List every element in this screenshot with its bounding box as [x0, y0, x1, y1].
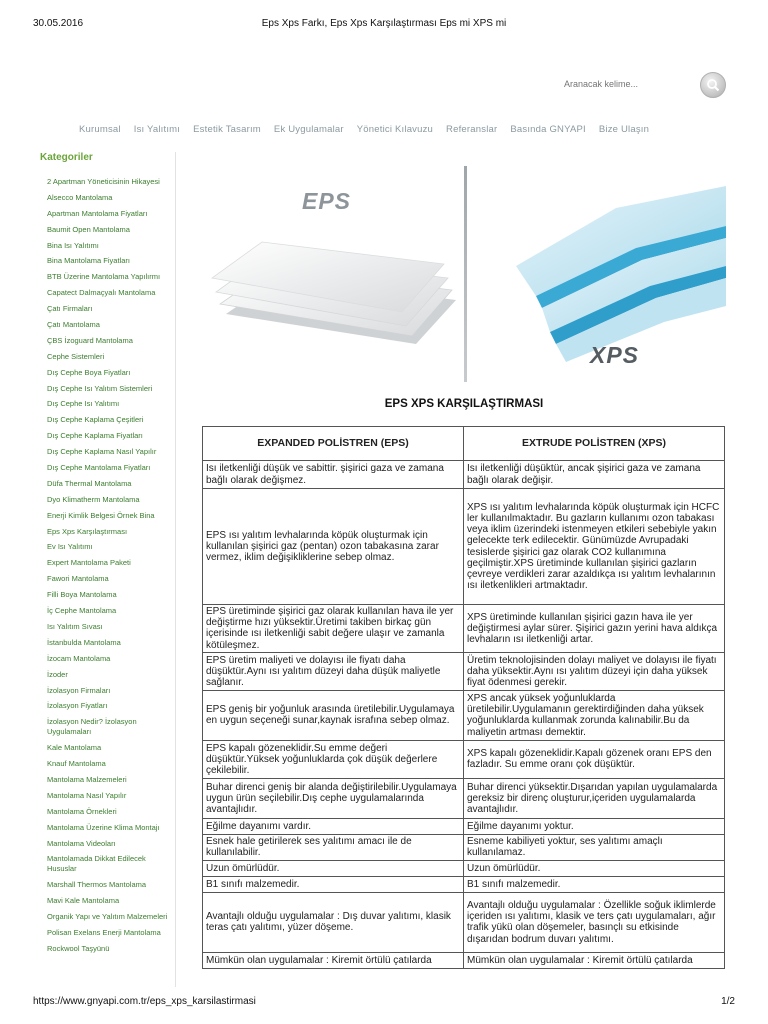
- sidebar-item[interactable]: Filli Boya Mantolama: [47, 590, 117, 600]
- search-input[interactable]: [556, 74, 696, 94]
- table-row: [203, 892, 725, 952]
- cell-xps: Isı iletkenliği düşüktür, ancak şişirici gaza ve zamana bağlı olarak değişir.: [464, 461, 725, 489]
- table-row: [203, 818, 725, 834]
- cell-eps: Esnek hale getirilerek ses yalıtımı amacı ile de kullanılabilir.: [203, 834, 464, 860]
- cell-eps: Avantajlı olduğu uygulamalar : Dış duvar yalıtımı, klasik teras çatı yalıtımı, yüzer döşeme.: [203, 892, 464, 952]
- hero-image: [206, 166, 726, 382]
- sidebar-item[interactable]: Polisan Exelans Enerji Mantolama: [47, 927, 161, 937]
- cell-xps: Buhar direnci yüksektir.Dışarıdan yapılan uygulamalarda gereksiz bir direnç oluşturur,içeriden uygulamalarda avantajlıdır.: [464, 778, 725, 818]
- sidebar-item[interactable]: İzolasyon Firmaları: [47, 685, 111, 695]
- sidebar-list: [36, 177, 175, 954]
- sidebar-item[interactable]: Fawori Mantolama: [47, 574, 109, 584]
- nav-item-estetik-tasarim[interactable]: Estetik Tasarım: [193, 124, 261, 135]
- cell-xps: Üretim teknolojisinden dolayı maliyet ve dolayısı ile fiyatı daha yüksektir.Aynı ısı yalıtım düzeyi için daha yüksek fiyat ödenmesi gerekir.: [464, 652, 725, 690]
- cell-eps: EPS kapalı gözeneklidir.Su emme değeri düşüktür.Yüksek yoğunluklarda çok düşük değerlere çekilebilir.: [203, 740, 464, 778]
- print-date: 30.05.2016: [33, 18, 84, 29]
- cell-xps: XPS kapalı gözeneklidir.Kapalı gözenek oranı EPS den fazladır. Su emme oranı çok düşüktür.: [464, 740, 725, 778]
- sidebar-item[interactable]: İzolasyon Fiyatları: [47, 701, 108, 711]
- table-header-row: [203, 427, 725, 461]
- cell-xps: XPS ancak yüksek yoğunluklarda üretilebilir.Uygulamanın gerektirdiğinden daha yüksek yoğunluklarda kullanmak zorunda kalınabilir.Bu da maliyetin artması demektir.: [464, 690, 725, 740]
- table-row: [203, 652, 725, 690]
- sidebar-item[interactable]: Capatect Dalmaçyalı Mantolama: [47, 288, 156, 298]
- nav-item-ek-uygulamalar[interactable]: Ek Uygulamalar: [273, 124, 344, 135]
- eps-label: EPS: [302, 188, 352, 214]
- print-header: [33, 18, 735, 32]
- header-eps: EXPANDED POLİSTREN (EPS): [203, 427, 464, 461]
- sidebar-item[interactable]: Dış Cephe Boya Fiyatları: [47, 367, 131, 377]
- sidebar-item[interactable]: Dış Cephe Mantolama Fiyatları: [47, 463, 151, 473]
- nav-item-yonetici-kilavuzu[interactable]: Yönetici Kılavuzu: [356, 124, 434, 135]
- cell-eps: B1 sınıfı malzemedir.: [203, 876, 464, 892]
- table-row: [203, 690, 725, 740]
- sidebar-item[interactable]: 2 Apartman Yöneticisinin Hikayesi: [47, 177, 160, 186]
- table-body: [203, 461, 725, 969]
- cell-eps: Buhar direnci geniş bir alanda değiştirilebilir.Uygulamaya uygun ürün seçilebilir.Dış cephe uygulamalarında avantajlıdır.: [203, 778, 464, 818]
- sidebar-item[interactable]: Organik Yapı ve Yalıtım Malzemeleri: [47, 912, 168, 922]
- sidebar-item[interactable]: Marshall Thermos Mantolama: [47, 880, 147, 890]
- table-row: [203, 489, 725, 605]
- sidebar-item[interactable]: Apartman Mantolama Fiyatları: [47, 208, 148, 218]
- table-row: [203, 876, 725, 892]
- nav-item-bize-ulasin[interactable]: Bize Ulaşın: [598, 124, 650, 135]
- table-row: [203, 834, 725, 860]
- nav-item-isi-yalitimi[interactable]: Isı Yalıtımı: [133, 124, 181, 135]
- search-button[interactable]: [700, 72, 726, 98]
- print-page-number: 1/2: [721, 996, 735, 1007]
- sidebar-item[interactable]: ÇBS İzoguard Mantolama: [47, 335, 133, 345]
- print-url: https://www.gnyapi.com.tr/eps_xps_karsilastirmasi: [33, 996, 256, 1007]
- table-row: [203, 740, 725, 778]
- sidebar-item[interactable]: Dış Cephe Isı Yalıtımı: [47, 399, 120, 409]
- sidebar-item[interactable]: Rockwool Taşyünü: [47, 943, 110, 953]
- sidebar-item[interactable]: İç Cephe Mantolama: [47, 606, 117, 616]
- comparison-table: [202, 426, 725, 969]
- sidebar-item[interactable]: Mantolamada Dikkat Edilecek Hususlar: [47, 854, 146, 874]
- sidebar-item[interactable]: Dış Cephe Kaplama Fiyatları: [47, 431, 143, 441]
- cell-xps: XPS üretiminde kullanılan şişirici gazın hava ile yer değiştirmesi aylar sürer. Şişirici gazın yerini hava aldıkça levhaların ısı iletkenliği artar.: [464, 605, 725, 653]
- sidebar-item[interactable]: Mavi Kale Mantolama: [47, 896, 120, 906]
- search-icon: [706, 78, 720, 92]
- nav-item-basinda-gnyapi[interactable]: Basında GNYAPI: [510, 124, 586, 135]
- table-row: [203, 778, 725, 818]
- sidebar-item[interactable]: Bina Mantolama Fiyatları: [47, 256, 130, 266]
- sidebar-item[interactable]: Expert Mantolama Paketi: [47, 558, 131, 568]
- cell-xps: Eğilme dayanımı yoktur.: [464, 818, 725, 834]
- cell-eps: EPS ısı yalıtım levhalarında köpük oluşturmak için kullanılan şişirici gaz (pentan) ozon tabakasına zarar vermez, iklim değişikliklerine sebep olmaz.: [203, 489, 464, 605]
- sidebar-item[interactable]: Dyo Klimatherm Mantolama: [47, 494, 140, 504]
- sidebar-item[interactable]: Dış Cephe Kaplama Çeşitleri: [47, 415, 144, 425]
- cell-xps: B1 sınıfı malzemedir.: [464, 876, 725, 892]
- table-row: [203, 605, 725, 653]
- cell-xps: Mümkün olan uygulamalar : Kiremit örtülü çatılarda: [464, 952, 725, 968]
- sidebar-item[interactable]: İstanbulda Mantolama: [47, 637, 121, 647]
- cell-xps: Avantajlı olduğu uygulamalar : Özellikle soğuk iklimlerde içeriden ısı yalıtımı, klasik ve ters çatı uygulamaları, ağır trafik yükü olan döşemeler, basınçlı su etkisinde dışarıdan bodrum duvarı yalıtımı.: [464, 892, 725, 952]
- cell-eps: Isı iletkenliği düşük ve sabittir. şişirici gaza ve zamana bağlı olarak değişmez.: [203, 461, 464, 489]
- sidebar: [36, 152, 176, 987]
- sidebar-item[interactable]: Bina Isı Yalıtımı: [47, 240, 99, 250]
- cell-eps: Eğilme dayanımı vardır.: [203, 818, 464, 834]
- table-row: [203, 952, 725, 968]
- cell-eps: EPS üretim maliyeti ve dolayısı ile fiyatı daha düşüktür.Aynı ısı yalıtım düzeyi daha düşük maliyetle sağlanır.: [203, 652, 464, 690]
- xps-label: XPS: [590, 342, 640, 368]
- sidebar-item[interactable]: Mantolama Videoları: [47, 838, 116, 848]
- sidebar-item[interactable]: Mantolama Örnekleri: [47, 806, 117, 816]
- sidebar-item[interactable]: İzocam Mantolama: [47, 653, 111, 663]
- sidebar-item[interactable]: Ev Isı Yalıtımı: [47, 542, 93, 552]
- cell-eps: Mümkün olan uygulamalar : Kiremit örtülü çatılarda: [203, 952, 464, 968]
- sidebar-item[interactable]: Dış Cephe Isı Yalıtım Sistemleri: [47, 383, 153, 393]
- sidebar-item[interactable]: Çatı Mantolama: [47, 320, 100, 330]
- sidebar-item[interactable]: Mantolama Üzerine Klima Montajı: [47, 822, 160, 832]
- sidebar-item[interactable]: Eps Xps Karşılaştırması: [47, 526, 128, 536]
- sidebar-item[interactable]: Isı Yalıtım Sıvası: [47, 621, 103, 631]
- sidebar-item[interactable]: BTB Üzerine Mantolama Yapılırmı: [47, 272, 161, 282]
- sidebar-item[interactable]: İzolasyon Nedir? İzolasyon Uygulamaları: [47, 717, 137, 737]
- cell-eps: EPS geniş bir yoğunluk arasında üretilebilir.Uygulamaya en uygun seçeneği sunar,kaynak israfına sebep olmaz.: [203, 690, 464, 740]
- sidebar-item[interactable]: Alsecco Mantolama: [47, 192, 113, 202]
- sidebar-item[interactable]: Çatı Firmaları: [47, 304, 93, 314]
- sidebar-item[interactable]: Baumit Open Mantolama: [47, 224, 130, 234]
- sidebar-item[interactable]: Enerji Kimlik Belgesi Örnek Bina: [47, 510, 155, 520]
- header-xps: EXTRUDE POLİSTREN (XPS): [464, 427, 725, 461]
- main-nav: [79, 124, 662, 135]
- cell-xps: XPS ısı yalıtım levhalarında köpük oluşturmak için HCFC ler kullanılmaktadır. Bu gazların kullanımı ozon tabakası veya iklim üzerindeki istenmeyen etkileri sebebiyle yakın gelecekte terk edilecektir. Günümüzde Avrupadaki tesislerde şişirici gaz olarak CO2 kullanımına geçilmiştir.XPS üretiminde kullanılan şişirici gazların çevreye verdikleri zarar azaldıkça ısı yalıtım levhalarının ısı iletkenlikleri artmaktadır.: [464, 489, 725, 605]
- sidebar-title: Kategoriler: [40, 152, 93, 163]
- table-row: [203, 461, 725, 489]
- cell-eps: EPS üretiminde şişirici gaz olarak kullanılan hava ile yer değiştirme hızı yüksektir.Üretimi takiben birkaç gün içerisinde ısı iletkenliği sabit değere ulaşır ve zamanla kötüleşmez.: [203, 605, 464, 653]
- search-box: [556, 72, 732, 100]
- sidebar-item[interactable]: Dış Cephe Kaplama Nasıl Yapılır: [47, 447, 157, 457]
- nav-item-kurumsal[interactable]: Kurumsal: [79, 124, 121, 135]
- sidebar-item[interactable]: İzoder: [47, 669, 68, 679]
- cell-eps: Uzun ömürlüdür.: [203, 860, 464, 876]
- sidebar-item[interactable]: Düfa Thermal Mantolama: [47, 478, 132, 488]
- page-heading: EPS XPS KARŞILAŞTIRMASI: [384, 398, 544, 410]
- nav-item-referanslar[interactable]: Referanslar: [446, 124, 498, 135]
- sidebar-item[interactable]: Mantolama Nasıl Yapılır: [47, 790, 127, 800]
- sidebar-item[interactable]: Knauf Mantolama: [47, 759, 106, 769]
- print-title: Eps Xps Farkı, Eps Xps Karşılaştırması Eps mi XPS mi: [261, 18, 507, 29]
- table-row: [203, 860, 725, 876]
- cell-xps: Esneme kabiliyeti yoktur, ses yalıtımı amaçlı kullanılamaz.: [464, 834, 725, 860]
- sidebar-item[interactable]: Cephe Sistemleri: [47, 351, 105, 361]
- cell-xps: Uzun ömürlüdür.: [464, 860, 725, 876]
- sidebar-item[interactable]: Mantolama Malzemeleri: [47, 774, 127, 784]
- sidebar-item[interactable]: Kale Mantolama: [47, 743, 102, 753]
